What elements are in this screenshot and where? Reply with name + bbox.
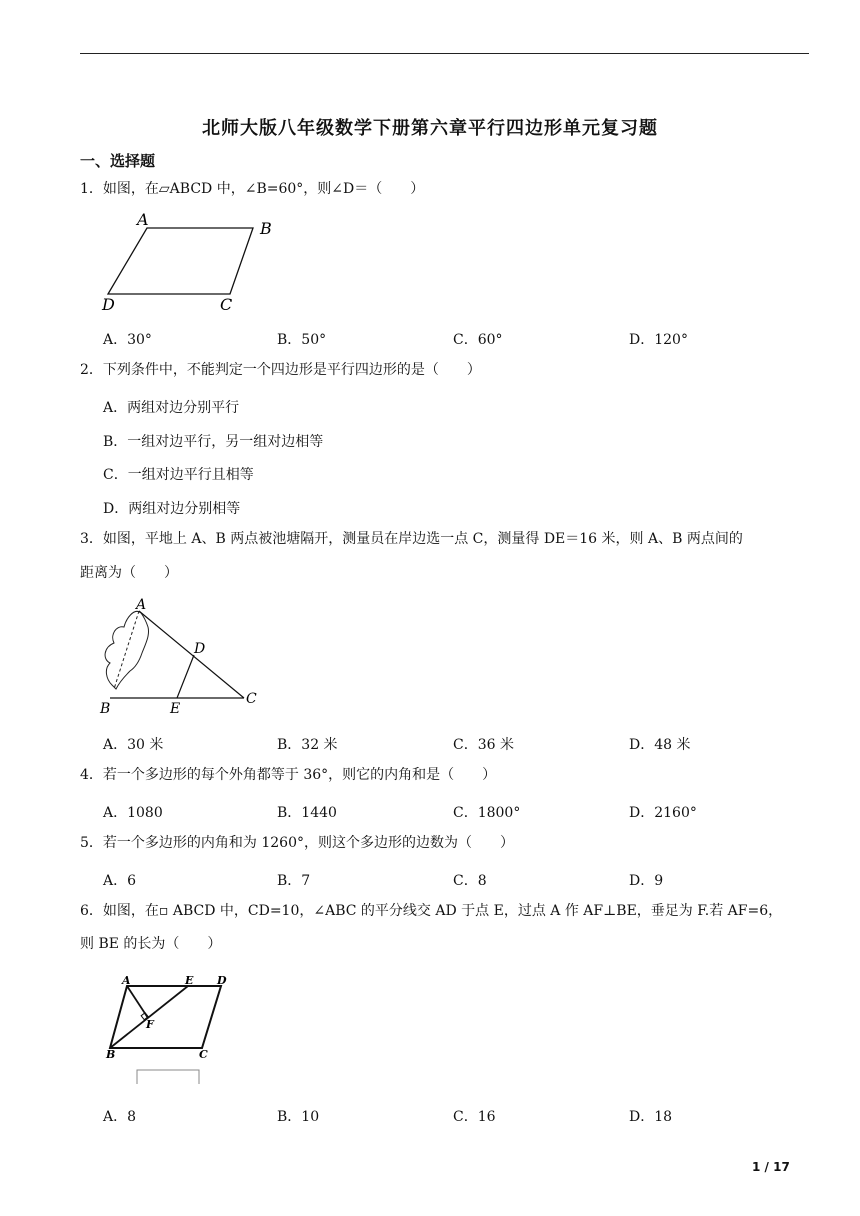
question-1-stem: 1．如图，在▱ABCD 中，∠B=60°，则∠D＝（ ） (80, 181, 425, 197)
question-3-stem-line1: 3．如图，平地上 A、B 两点被池塘隔开，测量员在岸边选一点 C，测量得 DE＝16 米，则 A、B 两点间的 (80, 531, 743, 547)
document-title: 北师大版八年级数学下册第六章平行四边形单元复习题 (202, 118, 658, 139)
question-2-option-d: D．两组对边分别相等 (103, 501, 241, 517)
question-1-option-c: C．60° (453, 332, 503, 348)
question-4-option-d: D．2160° (629, 805, 697, 821)
section-heading: 一、选择题 (80, 152, 156, 170)
question-1-option-a: A．30° (103, 332, 152, 348)
question-1-option-d: D．120° (629, 332, 688, 348)
label-a: A (137, 210, 149, 229)
label-a: A (122, 974, 131, 987)
question-1-option-b: B．50° (277, 332, 327, 348)
question-6-option-d: D．18 (629, 1109, 673, 1125)
question-3-figure (96, 597, 266, 717)
label-b: B (100, 701, 111, 717)
question-3-stem-line2: 距离为（ ） (80, 565, 178, 581)
label-e: E (170, 701, 181, 717)
segment-ac (139, 611, 244, 698)
figure-bracket (137, 1070, 199, 1084)
label-b: B (260, 219, 272, 238)
question-6-stem-line1: 6．如图，在▫ ABCD 中，CD=10，∠ABC 的平分线交 AD 于点 E，过点 A 作 AF⊥BE，垂足为 F.若 AF=6， (80, 903, 783, 919)
segment-de (177, 655, 194, 698)
question-6-option-a: A．8 (103, 1109, 137, 1125)
segment-ab-dashed (114, 611, 139, 689)
label-e: E (185, 974, 194, 987)
question-5-option-d: D．9 (629, 873, 664, 889)
segment-be (110, 986, 188, 1048)
question-2-option-c: C．一组对边平行且相等 (103, 467, 254, 483)
parallelogram-abcd (110, 986, 221, 1048)
question-6-stem-line2: 则 BE 的长为（ ） (80, 936, 222, 952)
parallelogram-abcd (108, 228, 253, 294)
question-1-figure (100, 212, 300, 312)
question-5-stem: 5．若一个多边形的内角和为 1260°，则这个多边形的边数为（ ） (80, 835, 514, 851)
page-number: 1 / 17 (752, 1160, 790, 1174)
question-5-option-b: B．7 (277, 873, 311, 889)
question-6-option-b: B．10 (277, 1109, 320, 1125)
label-d: D (102, 295, 115, 314)
question-2-option-b: B．一组对边平行，另一组对边相等 (103, 434, 324, 450)
question-3-option-b: B．32 米 (277, 737, 338, 753)
label-d: D (217, 974, 227, 987)
label-c: C (199, 1048, 208, 1061)
question-4-stem: 4．若一个多边形的每个外角都等于 36°，则它的内角和是（ ） (80, 767, 497, 783)
label-c: C (220, 295, 233, 314)
label-a: A (136, 597, 147, 613)
question-3-option-d: D．48 米 (629, 737, 691, 753)
question-2-stem: 2．下列条件中，不能判定一个四边形是平行四边形的是（ ） (80, 362, 481, 378)
question-3-option-c: C．36 米 (453, 737, 514, 753)
label-b: B (106, 1048, 116, 1061)
question-4-option-a: A．1080 (103, 805, 163, 821)
question-4-option-b: B．1440 (277, 805, 337, 821)
question-4-option-c: C．1800° (453, 805, 521, 821)
label-f: F (146, 1018, 154, 1031)
label-d: D (194, 641, 206, 657)
label-c: C (246, 691, 257, 707)
question-3-option-a: A．30 米 (103, 737, 164, 753)
question-2-option-a: A．两组对边分别平行 (103, 400, 240, 416)
question-5-option-c: C．8 (453, 873, 487, 889)
header-rule (80, 53, 809, 54)
question-6-option-c: C．16 (453, 1109, 496, 1125)
question-5-option-a: A．6 (103, 873, 137, 889)
question-6-figure (104, 972, 244, 1092)
